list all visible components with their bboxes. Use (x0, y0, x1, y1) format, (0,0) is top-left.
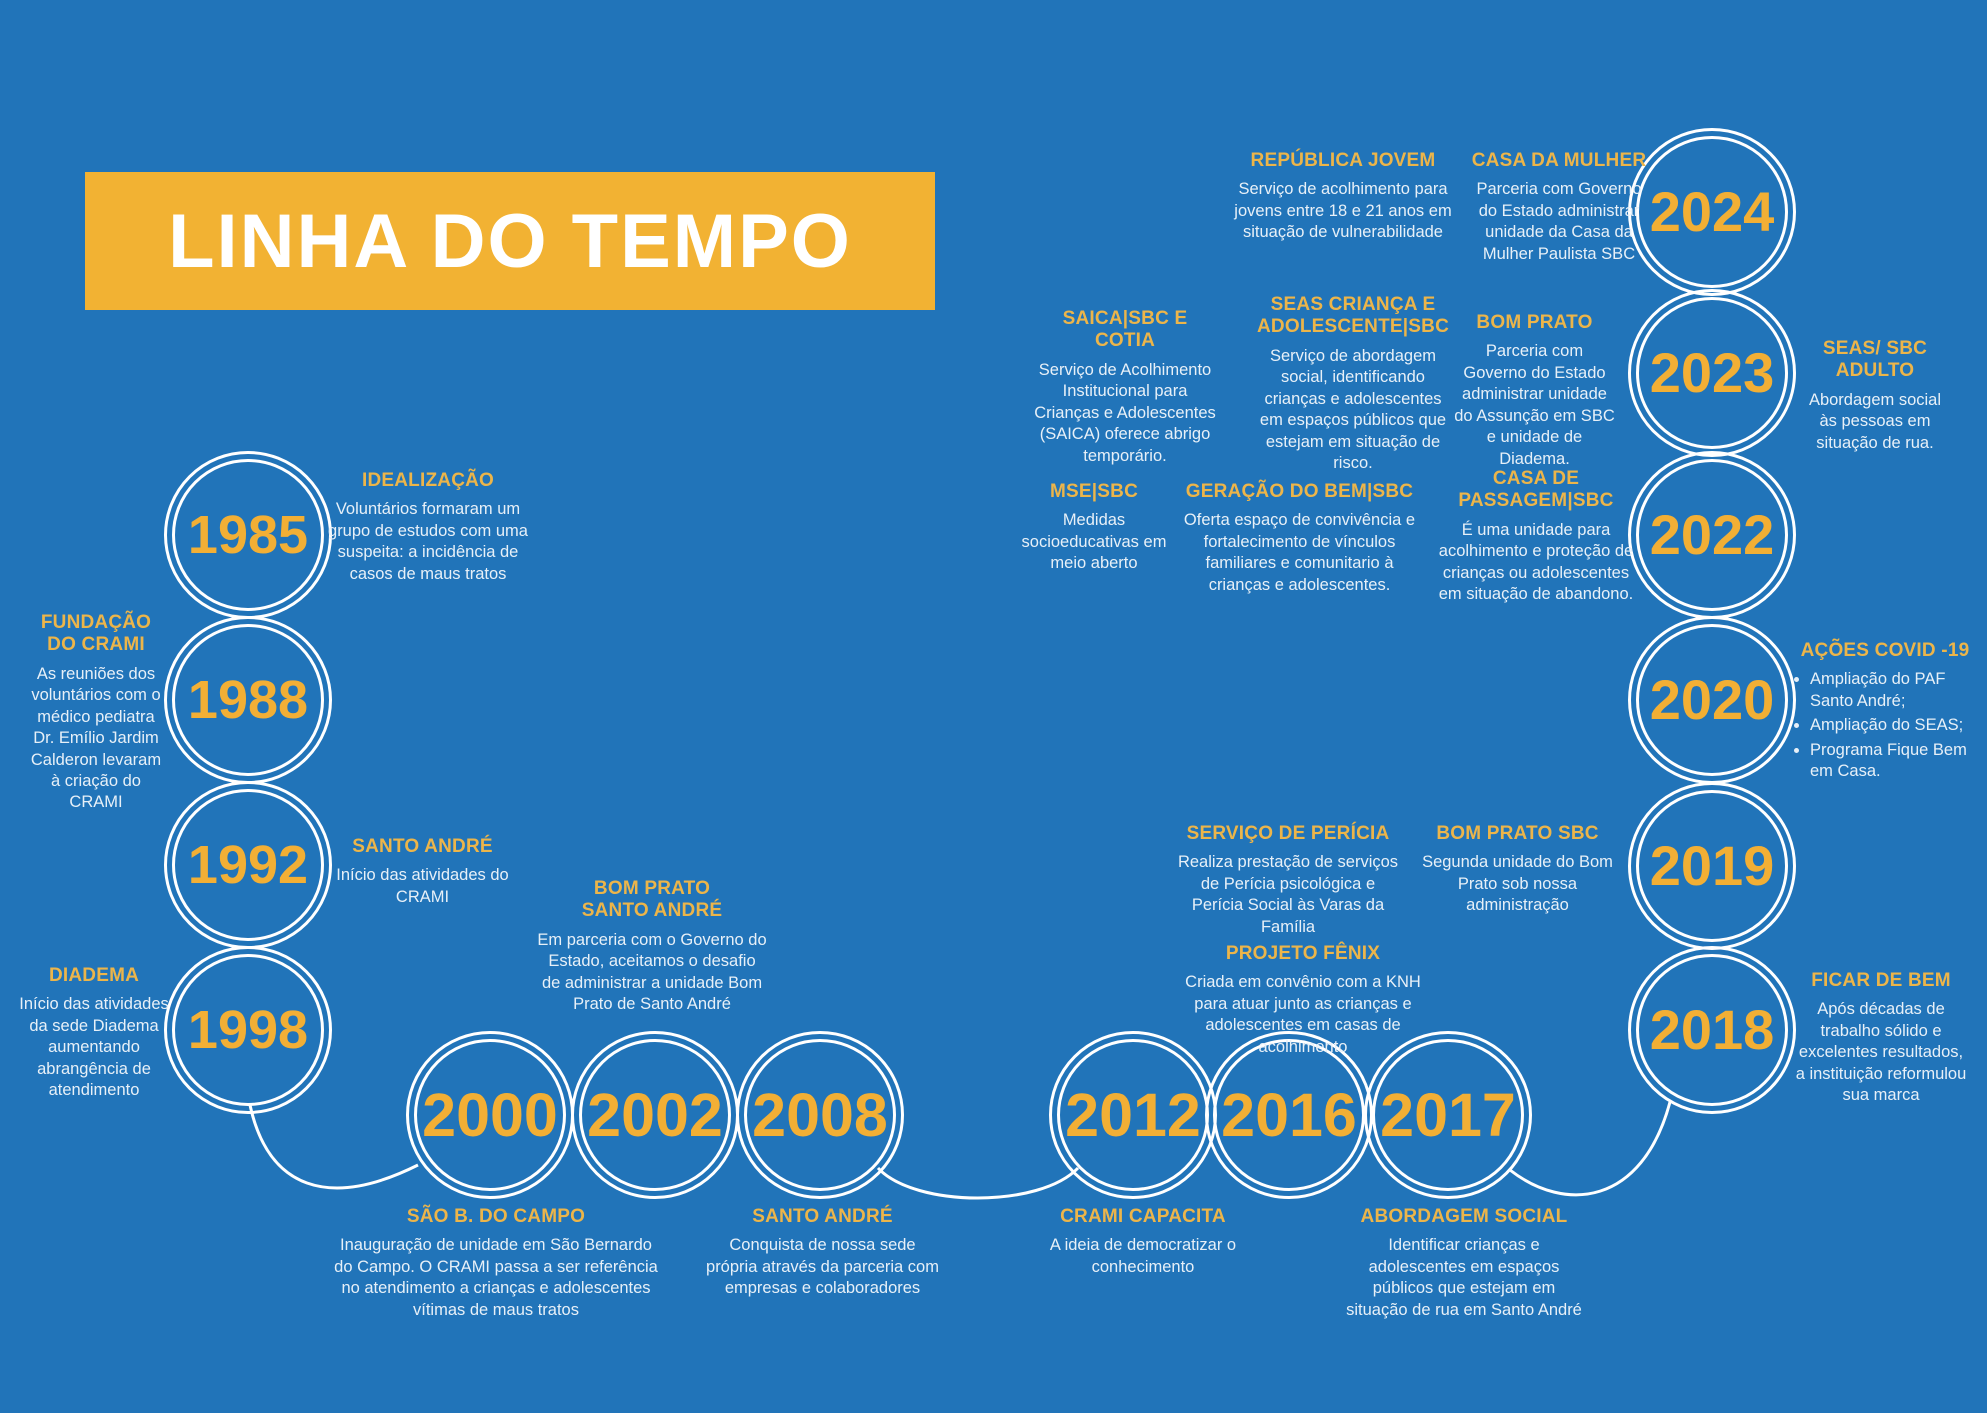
event-title: IDEALIZAÇÃO (361, 470, 495, 491)
event-text: Conquista de nossa sede própria através da parceria com empresas e colaboradores (706, 1236, 939, 1298)
event-title: SEAS/ SBC ADULTO (1822, 338, 1928, 382)
year-label: 1985 (187, 505, 309, 565)
event-title: BOM PRATO SBC (1436, 823, 1599, 844)
event-text: É uma unidade para acolhimento e proteção de crianças ou adolescentes em situação de abandono. (1438, 520, 1634, 604)
event-1992-santo-andre (330, 836, 515, 908)
event-2023-bom-prato (1452, 312, 1617, 470)
event-bullet: • Ampliação do SEAS; (1810, 715, 1980, 736)
event-title: DIADEMA (48, 965, 140, 986)
event-text: Medidas socioeducativas em meio aberto (1021, 511, 1167, 573)
year-label: 2012 (1065, 1080, 1201, 1149)
event-2024-republica-jovem (1232, 150, 1454, 244)
year-circle-2008 (736, 1031, 904, 1199)
event-bullet-list (1790, 669, 1980, 782)
year-circle-1985 (164, 451, 332, 619)
event-bullet: • Ampliação do PAF Santo André; (1810, 669, 1980, 712)
event-2022-casa-de-passagem-sbc (1430, 468, 1642, 606)
event-text: Em parceria com o Governo do Estado, aceitamos o desafio de administrar a unidade Bom Prato de Santo André (537, 930, 767, 1014)
event-title: ABORDAGEM SOCIAL (1360, 1206, 1568, 1227)
year-circle-1988 (164, 616, 332, 784)
event-2008-santo-andre (705, 1206, 940, 1300)
event-title: SERVIÇO DE PERÍCIA (1186, 823, 1390, 844)
event-title: GERAÇÃO DO BEM|SBC (1185, 481, 1414, 502)
event-2017-abordagem-social (1343, 1206, 1585, 1321)
event-text: Realiza prestação de serviços de Perícia psicológica e Perícia Social às Varas da Família (1177, 853, 1399, 936)
event-2020-acoes-covid-19 (1790, 640, 1980, 786)
event-2002-bom-prato-santo-andre (537, 878, 767, 1016)
event-title: SEAS CRIANÇA E ADOLESCENTE|SBC (1257, 294, 1449, 338)
year-label: 1988 (187, 670, 309, 730)
event-title: SAICA|SBC E COTIA (1062, 308, 1188, 352)
year-label: 2019 (1649, 834, 1775, 897)
event-2012-crami-capacita (1028, 1206, 1258, 1278)
event-2022-mse-sbc (1008, 481, 1180, 575)
event-text: Voluntários formaram um grupo de estudos com uma suspeita: a incidência de casos de maus tratos (328, 500, 528, 583)
event-2018-ficar-de-bem (1793, 970, 1969, 1107)
event-title: CRAMI CAPACITA (1060, 1206, 1226, 1227)
event-title: CASA DA MULHER (1471, 150, 1647, 171)
year-label: 2016 (1221, 1080, 1357, 1149)
event-title: PROJETO FÊNIX (1225, 943, 1381, 964)
event-text: Identificar crianças e adolescentes em espaços públicos que estejam em situação de rua em Santo André (1346, 1236, 1582, 1319)
event-title: SANTO ANDRÉ (352, 836, 493, 857)
event-1988-fundacao-do-crami (25, 612, 167, 814)
event-text: Serviço de acolhimento para jovens entre 18 e 21 anos em situação de vulnerabilidade (1234, 180, 1452, 242)
year-circle-2024 (1628, 128, 1796, 296)
year-label: 2002 (587, 1080, 723, 1149)
event-2023-saica-sbc-e-cotia (1032, 308, 1218, 467)
year-circle-1998 (164, 946, 332, 1114)
event-text: Após décadas de trabalho sólido e excelentes resultados, a instituição reformulou sua marca (1795, 1000, 1967, 1105)
year-circle-2022 (1628, 451, 1796, 619)
event-title: REPÚBLICA JOVEM (1250, 150, 1436, 171)
event-title: BOM PRATO SANTO ANDRÉ (581, 878, 723, 922)
year-circle-2002 (571, 1031, 739, 1199)
event-text: Início das atividades do CRAMI (336, 866, 509, 906)
event-text: A ideia de democratizar o conhecimento (1049, 1236, 1237, 1276)
event-title: FUNDAÇÃO DO CRAMI (40, 612, 152, 656)
event-2019-bom-prato-sbc (1405, 823, 1630, 917)
year-label: 2000 (422, 1080, 558, 1149)
event-title: MSE|SBC (1049, 481, 1138, 502)
year-label: 2024 (1649, 180, 1775, 243)
event-text: Abordagem social às pessoas em situação de rua. (1808, 390, 1942, 452)
event-2000-sao-b-do-campo (330, 1206, 662, 1321)
year-label: 2017 (1380, 1080, 1516, 1149)
event-title: FICAR DE BEM (1811, 970, 1951, 991)
year-circle-2023 (1628, 289, 1796, 457)
event-title: SÃO B. DO CAMPO (406, 1206, 586, 1227)
year-circle-2019 (1628, 782, 1796, 950)
event-2016-projeto-fenix (1178, 943, 1428, 1058)
event-text: As reuniões dos voluntários com o médico pediatra Dr. Emílio Jardim Calderon levaram à criação do CRAMI (30, 664, 162, 812)
year-label: 1992 (187, 835, 309, 895)
year-circle-2020 (1628, 616, 1796, 784)
event-title: AÇÕES COVID -19 (1800, 640, 1970, 661)
event-bullet: • Programa Fique Bem em Casa. (1810, 740, 1980, 783)
event-text: Parceria com Governo do Estado administrar unidade do Assunção em SBC e unidade de Diadema. (1454, 342, 1615, 468)
event-title: SANTO ANDRÉ (752, 1206, 893, 1227)
event-title: CASA DE PASSAGEM|SBC (1458, 468, 1614, 512)
event-text: Criada em convênio com a KNH para atuar junto as crianças e adolescentes em casas de acolhimento (1185, 973, 1421, 1056)
event-1985-idealizacao (322, 470, 534, 585)
event-1998-diadema (18, 965, 170, 1102)
year-circle-1992 (164, 781, 332, 949)
event-2019-servico-de-pericia (1175, 823, 1401, 938)
year-label: 2008 (752, 1080, 888, 1149)
title-banner (85, 172, 935, 310)
year-circle-2018 (1628, 946, 1796, 1114)
event-2022-geracao-do-bem-sbc (1182, 481, 1417, 596)
event-2023-seas-sbc-adulto (1798, 338, 1952, 454)
event-title: BOM PRATO (1476, 312, 1593, 333)
event-text: Parceria com Governo do Estado administrar unidade da Casa da Mulher Paulista SBC (1476, 180, 1642, 263)
year-label: 2020 (1649, 668, 1775, 731)
event-text: Início das atividades da sede Diadema aumentando abrangência de atendimento (19, 995, 169, 1100)
year-label: 2018 (1649, 998, 1775, 1061)
event-text: Segunda unidade do Bom Prato sob nossa administração (1422, 853, 1613, 915)
year-circle-2000 (406, 1031, 574, 1199)
event-text: Serviço de abordagem social, identificando crianças e adolescentes em espaços públicos que estejam em situação de risco. (1259, 346, 1447, 472)
year-label: 2023 (1649, 341, 1775, 404)
event-text: Inauguração de unidade em São Bernardo do Campo. O CRAMI passa a ser referência no atendimento a crianças e adolescentes vítimas de maus tratos (334, 1236, 658, 1319)
year-label: 1998 (187, 1000, 309, 1060)
page-title: LINHA DO TEMPO (168, 198, 852, 284)
year-label: 2022 (1649, 503, 1775, 566)
event-text: Serviço de Acolhimento Institucional para Crianças e Adolescentes (SAICA) oferece abrigo temporário. (1034, 360, 1216, 465)
event-2024-casa-da-mulher (1468, 150, 1650, 265)
event-2023-seas-crianca-adolescente-sbc (1252, 294, 1454, 474)
event-text: Oferta espaço de convivência e fortalecimento de vínculos familiares e comunitario à crianças e adolescentes. (1183, 511, 1416, 594)
